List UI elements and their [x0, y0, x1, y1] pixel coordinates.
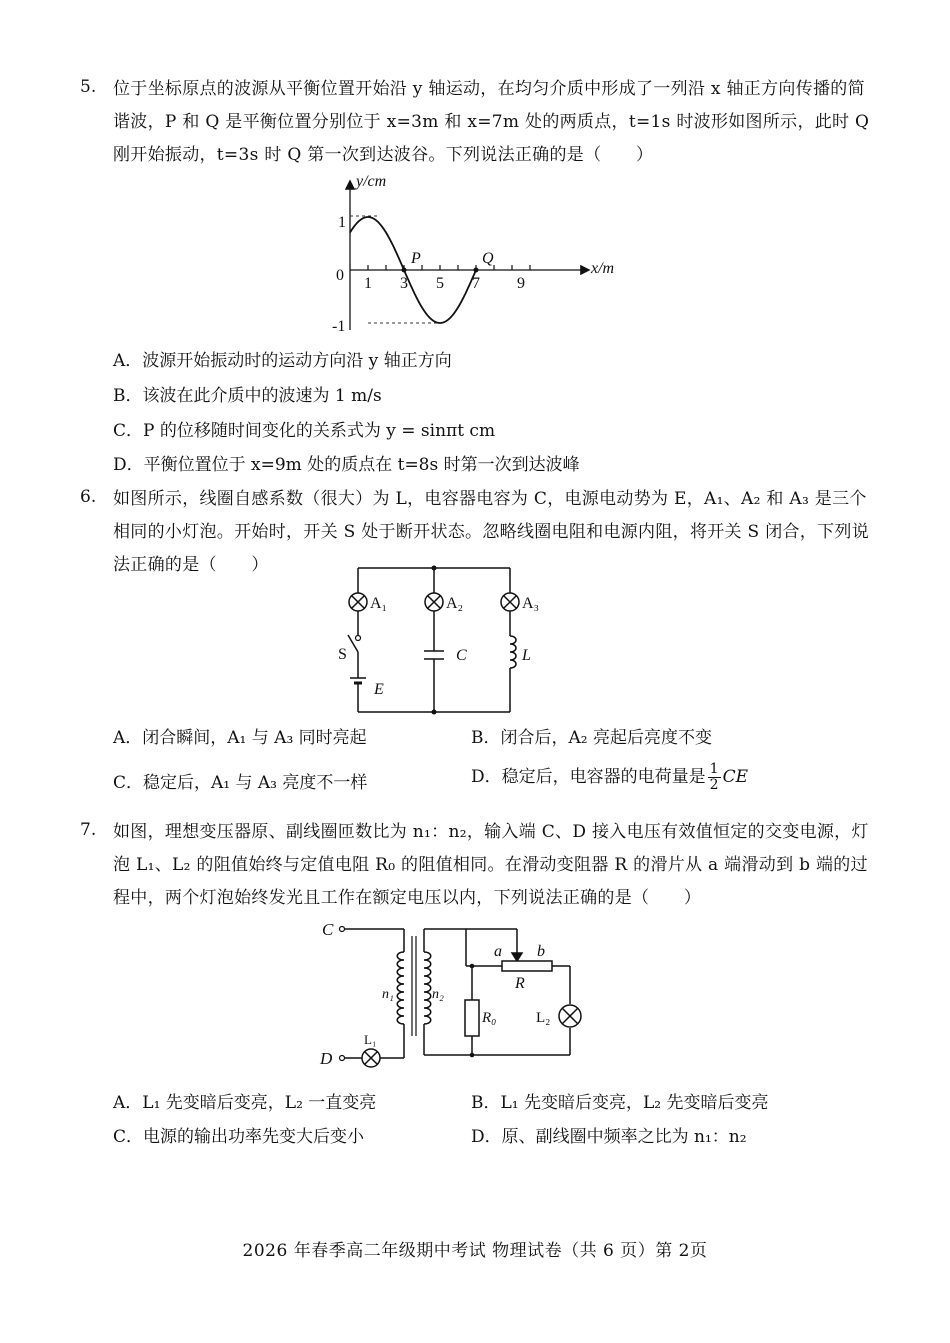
q7-option-a: A．L₁ 先变暗后变亮，L₂ 一直变亮	[113, 1093, 377, 1113]
q5-option-d: D．平衡位置位于 x=9m 处的质点在 t=8s 时第一次到达波峰	[113, 455, 580, 475]
label-s: S	[338, 646, 347, 663]
question-stem: 如图，理想变压器原、副线圈匝数比为 n₁：n₂，输入端 C、D 接入电压有效值恒定的交变电源，灯泡 L₁、L₂ 的阻值始终与定值电阻 R₀ 的阻值相同。在滑动变阻器 R 的滑片从 a 端滑动到 b 端的过程中，两个灯泡始终发光且工作在额定电压以内，下列说法正确的是（ ）	[113, 822, 869, 908]
x-tick-7: 7	[472, 275, 480, 292]
question-5	[80, 73, 880, 172]
point-q	[474, 268, 479, 273]
question-number: 7.	[80, 820, 97, 840]
label-a3: A₃	[522, 595, 540, 612]
label-n2: n₂	[432, 987, 444, 1002]
label-b: b	[537, 943, 545, 960]
y-axis-label: y/cm	[356, 173, 387, 190]
q7-option-c: C．电源的输出功率先变大后变小	[113, 1127, 365, 1147]
q6-option-d-suffix: CE	[722, 767, 748, 787]
question-stem: 位于坐标原点的波源从平衡位置开始沿 y 轴运动，在均匀介质中形成了一列沿 x 轴正方向传播的简谐波，P 和 Q 是平衡位置分别位于 x=3m 和 x=7m 处的两质点，t=1s 时波形如图所示，此时 Q 刚开始振动，t=3s 时 Q 第一次到达波谷。下列说法正确的是（ ）	[113, 79, 870, 165]
lamp-l1	[362, 1049, 380, 1067]
rheostat-r	[502, 961, 552, 971]
x-tick-1: 1	[364, 275, 372, 292]
page-footer: 2026 年春季高二年级期中考试 物理试卷（共 6 页）第 2页	[242, 1241, 708, 1261]
fraction-half: $\frac{1}{2}$	[709, 761, 719, 793]
label-l: L	[522, 647, 531, 664]
q5-option-b: B．该波在此介质中的波速为 1 m/s	[113, 386, 382, 406]
lamp-l2	[559, 1005, 581, 1027]
q7-option-b: B．L₁ 先变暗后变亮，L₂ 先变暗后变亮	[471, 1093, 769, 1113]
question-number: 6.	[80, 487, 97, 507]
y-tick-neg1: -1	[332, 318, 346, 335]
origin-label: 0	[336, 267, 344, 284]
x-tick-3: 3	[400, 275, 408, 292]
x-axis-label: x/m	[591, 260, 615, 277]
q6-option-c: C．稳定后，A₁ 与 A₃ 亮度不一样	[113, 773, 368, 793]
question-number: 5.	[80, 77, 97, 97]
label-a: a	[494, 943, 502, 960]
q6-option-a: A．闭合瞬间，A₁ 与 A₃ 同时亮起	[113, 728, 367, 748]
label-a2: A₂	[446, 595, 464, 612]
label-c: C	[456, 647, 467, 664]
lamp-a2	[425, 593, 443, 611]
q5-option-c: C．P 的位移随时间变化的关系式为 y = sinπt cm	[113, 421, 496, 441]
q6-option-d-text: D．稳定后，电容器的电荷量是	[471, 767, 706, 787]
resistor-r0	[465, 1000, 479, 1036]
label-r: R	[515, 975, 525, 992]
label-n1: n₁	[382, 987, 394, 1002]
question-stem: 如图所示，线圈自感系数（很大）为 L，电容器电容为 C，电源电动势为 E，A₁、A₂ 和 A₃ 是三个相同的小灯泡。开始时，开关 S 处于断开状态。忽略线圈电阻和电源内阻，将开关 S 闭合，下列说法正确的是（ ）	[113, 489, 870, 575]
transformer-circuit-diagram	[316, 916, 596, 1076]
lamp-a1	[349, 593, 367, 611]
q6-option-d	[471, 762, 748, 793]
question-7	[80, 816, 880, 915]
label-l2: L₂	[536, 1010, 551, 1026]
label-r0: R₀	[482, 1010, 497, 1026]
lc-circuit-diagram	[330, 560, 560, 720]
label-e: E	[374, 681, 384, 698]
terminal-d: D	[320, 1049, 333, 1068]
label-a1: A₁	[370, 595, 388, 612]
point-p	[402, 268, 407, 273]
wave-graph	[330, 170, 630, 345]
label-l1: L₁	[364, 1032, 377, 1047]
terminal-c: C	[322, 920, 334, 939]
x-tick-5: 5	[436, 275, 444, 292]
q5-option-a: A．波源开始振动时的运动方向沿 y 轴正方向	[113, 351, 452, 371]
label-p: P	[411, 250, 421, 267]
q7-option-d: D．原、副线圈中频率之比为 n₁：n₂	[471, 1127, 747, 1147]
y-tick-1: 1	[338, 214, 346, 231]
x-tick-9: 9	[517, 275, 525, 292]
lamp-a3	[501, 593, 519, 611]
q6-option-b: B．闭合后，A₂ 亮起后亮度不变	[471, 728, 712, 748]
label-q: Q	[482, 250, 494, 267]
